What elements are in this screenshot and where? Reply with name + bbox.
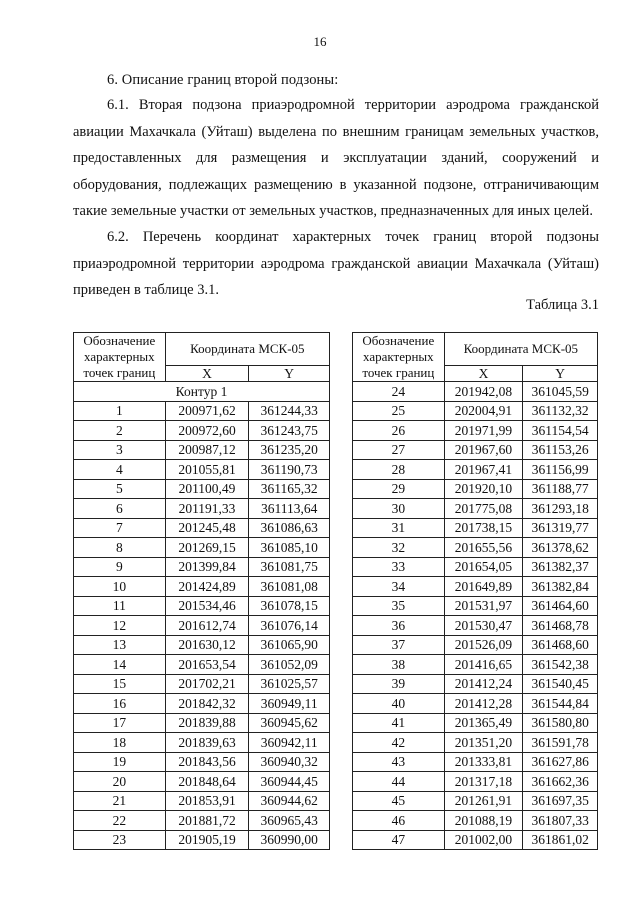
point-number-cell: 34: [353, 577, 445, 597]
table-row: [353, 635, 598, 655]
x-coordinate-cell: 201399,84: [165, 557, 249, 577]
x-coordinate-cell: 201842,32: [165, 694, 249, 714]
point-number-cell: 7: [74, 518, 166, 538]
section-heading: 6. Описание границ второй подзоны:: [107, 72, 339, 88]
table-caption: Таблица 3.1: [526, 297, 599, 313]
point-number-cell: 19: [74, 752, 166, 772]
x-coordinate-cell: 200987,12: [165, 440, 249, 460]
y-coordinate-cell: 360940,32: [249, 752, 330, 772]
point-number-cell: 12: [74, 616, 166, 636]
y-coordinate-cell: 361591,78: [523, 733, 598, 753]
table-row: [74, 538, 330, 558]
x-coordinate-cell: 201612,74: [165, 616, 249, 636]
table-row: [74, 460, 330, 480]
y-coordinate-cell: 361697,35: [523, 791, 598, 811]
y-coordinate-cell: 361086,63: [249, 518, 330, 538]
x-coordinate-cell: 201775,08: [444, 499, 523, 519]
table-row: [353, 772, 598, 792]
point-number-cell: 33: [353, 557, 445, 577]
table-row: [353, 811, 598, 831]
point-number-cell: 45: [353, 791, 445, 811]
x-coordinate-cell: 201630,12: [165, 635, 249, 655]
table-row: [74, 596, 330, 616]
x-coordinate-cell: 201967,41: [444, 460, 523, 480]
x-coordinate-cell: 201839,63: [165, 733, 249, 753]
point-number-cell: 44: [353, 772, 445, 792]
y-coordinate-cell: 361293,18: [523, 499, 598, 519]
y-coordinate-cell: 360942,11: [249, 733, 330, 753]
y-coordinate-cell: 361382,84: [523, 577, 598, 597]
y-coordinate-cell: 361156,99: [523, 460, 598, 480]
x-coordinate-cell: 201920,10: [444, 479, 523, 499]
x-coordinate-cell: 201531,97: [444, 596, 523, 616]
page-number: 16: [313, 34, 327, 49]
y-header: Y: [523, 366, 598, 382]
table-row: [353, 616, 598, 636]
point-number-cell: 47: [353, 830, 445, 850]
point-number-cell: 17: [74, 713, 166, 733]
point-number-cell: 6: [74, 499, 166, 519]
point-number-cell: 26: [353, 421, 445, 441]
contour-label: Контур 1: [74, 382, 330, 402]
x-coordinate-cell: 201191,33: [165, 499, 249, 519]
y-coordinate-cell: 361319,77: [523, 518, 598, 538]
point-number-cell: 16: [74, 694, 166, 714]
table-row: [74, 791, 330, 811]
point-number-cell: 43: [353, 752, 445, 772]
table-row: [74, 616, 330, 636]
y-coordinate-cell: 361188,77: [523, 479, 598, 499]
table-row: [74, 440, 330, 460]
x-coordinate-cell: 201002,00: [444, 830, 523, 850]
paragraph-6-2: 6.2. Перечень координат характерных точек границ второй подзоны приаэродромной территории аэродрома гражданской авиации Махачкала (Уйташ) приведен в таблице 3.1.: [73, 229, 599, 298]
x-coordinate-cell: 201526,09: [444, 635, 523, 655]
point-number-cell: 18: [74, 733, 166, 753]
x-coordinate-cell: 201843,56: [165, 752, 249, 772]
point-number-cell: 10: [74, 577, 166, 597]
coordinates-table-right: [352, 332, 598, 850]
point-number-cell: 27: [353, 440, 445, 460]
y-coordinate-cell: 361382,37: [523, 557, 598, 577]
table-row: [353, 538, 598, 558]
x-coordinate-cell: 201967,60: [444, 440, 523, 460]
y-coordinate-cell: 361190,73: [249, 460, 330, 480]
point-number-cell: 23: [74, 830, 166, 850]
x-coordinate-cell: 201534,46: [165, 596, 249, 616]
table-row: [353, 518, 598, 538]
x-coordinate-cell: 201412,24: [444, 674, 523, 694]
y-coordinate-cell: 360990,00: [249, 830, 330, 850]
x-coordinate-cell: 201261,91: [444, 791, 523, 811]
coordinates-header: Координата МСК-05: [444, 333, 597, 366]
table-row: [353, 382, 598, 402]
point-number-cell: 1: [74, 401, 166, 421]
y-coordinate-cell: 361243,75: [249, 421, 330, 441]
point-number-cell: 40: [353, 694, 445, 714]
point-number-cell: 37: [353, 635, 445, 655]
x-coordinate-cell: 201971,99: [444, 421, 523, 441]
table-row: [353, 557, 598, 577]
y-coordinate-cell: 361807,33: [523, 811, 598, 831]
x-coordinate-cell: 201365,49: [444, 713, 523, 733]
table-row: [353, 577, 598, 597]
y-coordinate-cell: 361085,10: [249, 538, 330, 558]
point-number-cell: 42: [353, 733, 445, 753]
table-row: [353, 694, 598, 714]
point-number-cell: 30: [353, 499, 445, 519]
table-row: [353, 791, 598, 811]
y-coordinate-cell: 361025,57: [249, 674, 330, 694]
table-row: [353, 674, 598, 694]
point-number-cell: 3: [74, 440, 166, 460]
point-number-cell: 39: [353, 674, 445, 694]
y-coordinate-cell: 361153,26: [523, 440, 598, 460]
table-row: [353, 733, 598, 753]
y-coordinate-cell: 361132,32: [523, 401, 598, 421]
point-number-cell: 20: [74, 772, 166, 792]
table-row: [74, 694, 330, 714]
point-number-cell: 14: [74, 655, 166, 675]
x-coordinate-cell: 201100,49: [165, 479, 249, 499]
y-coordinate-cell: 361468,78: [523, 616, 598, 636]
table-row: [353, 655, 598, 675]
point-number-cell: 8: [74, 538, 166, 558]
point-number-cell: 5: [74, 479, 166, 499]
point-number-cell: 29: [353, 479, 445, 499]
table-row: [74, 479, 330, 499]
x-coordinate-cell: 201738,15: [444, 518, 523, 538]
y-coordinate-cell: 360944,45: [249, 772, 330, 792]
x-coordinate-cell: 202004,91: [444, 401, 523, 421]
table-row: [353, 460, 598, 480]
table-row: [353, 499, 598, 519]
point-number-cell: 11: [74, 596, 166, 616]
point-label-header: Обозначение характерных точек границ: [353, 333, 445, 382]
x-coordinate-cell: 201942,08: [444, 382, 523, 402]
point-number-cell: 35: [353, 596, 445, 616]
x-header: X: [444, 366, 523, 382]
y-coordinate-cell: 361154,54: [523, 421, 598, 441]
table-row: [74, 499, 330, 519]
point-number-cell: 24: [353, 382, 445, 402]
y-coordinate-cell: 361544,84: [523, 694, 598, 714]
point-number-cell: 15: [74, 674, 166, 694]
x-coordinate-cell: 201245,48: [165, 518, 249, 538]
table-row: [74, 401, 330, 421]
coordinates-header: Координата МСК-05: [165, 333, 329, 366]
y-coordinate-cell: 361052,09: [249, 655, 330, 675]
table-row: [353, 752, 598, 772]
point-number-cell: 28: [353, 460, 445, 480]
x-coordinate-cell: 201317,18: [444, 772, 523, 792]
table-row: [74, 772, 330, 792]
paragraph-6-1: 6.1. Вторая подзона приаэродромной территории аэродрома гражданской авиации Махачкала (Уйташ) выделена по внешним границам земельных участков, предоставленных для размещения и эксплуатации зданий, сооружений и оборудования, подлежащих размещению в указанной подзоне, отграничивающим такие земельные участки от земельных участков, предназначенных для иных целей.: [73, 97, 599, 219]
point-number-cell: 13: [74, 635, 166, 655]
table-row: [74, 674, 330, 694]
point-number-cell: 2: [74, 421, 166, 441]
y-coordinate-cell: 361081,08: [249, 577, 330, 597]
x-coordinate-cell: 201424,89: [165, 577, 249, 597]
point-number-cell: 4: [74, 460, 166, 480]
x-coordinate-cell: 201853,91: [165, 791, 249, 811]
table-row: [353, 596, 598, 616]
table-row: [353, 421, 598, 441]
point-number-cell: 31: [353, 518, 445, 538]
x-coordinate-cell: 201905,19: [165, 830, 249, 850]
x-coordinate-cell: 201412,28: [444, 694, 523, 714]
y-coordinate-cell: 361045,59: [523, 382, 598, 402]
point-number-cell: 25: [353, 401, 445, 421]
table-row: [74, 635, 330, 655]
point-number-cell: 36: [353, 616, 445, 636]
table-row: [353, 713, 598, 733]
y-coordinate-cell: 360945,62: [249, 713, 330, 733]
x-coordinate-cell: 201848,64: [165, 772, 249, 792]
coordinates-table-left: [73, 332, 330, 850]
table-row: [74, 713, 330, 733]
y-coordinate-cell: 361076,14: [249, 616, 330, 636]
y-coordinate-cell: 361081,75: [249, 557, 330, 577]
table-row: [74, 421, 330, 441]
point-number-cell: 41: [353, 713, 445, 733]
x-coordinate-cell: 201530,47: [444, 616, 523, 636]
y-coordinate-cell: 361861,02: [523, 830, 598, 850]
y-coordinate-cell: 361464,60: [523, 596, 598, 616]
x-coordinate-cell: 201881,72: [165, 811, 249, 831]
table-row: [353, 830, 598, 850]
y-coordinate-cell: 361542,38: [523, 655, 598, 675]
table-row: [74, 733, 330, 753]
y-coordinate-cell: 361078,15: [249, 596, 330, 616]
y-coordinate-cell: 361378,62: [523, 538, 598, 558]
x-coordinate-cell: 201702,21: [165, 674, 249, 694]
x-coordinate-cell: 201351,20: [444, 733, 523, 753]
table-row: [353, 440, 598, 460]
y-coordinate-cell: 360949,11: [249, 694, 330, 714]
table-row: [74, 557, 330, 577]
x-coordinate-cell: 201088,19: [444, 811, 523, 831]
y-coordinate-cell: 361244,33: [249, 401, 330, 421]
y-coordinate-cell: 361627,86: [523, 752, 598, 772]
x-coordinate-cell: 201269,15: [165, 538, 249, 558]
y-coordinate-cell: 361235,20: [249, 440, 330, 460]
point-number-cell: 38: [353, 655, 445, 675]
table-row: [74, 655, 330, 675]
table-row: [74, 811, 330, 831]
x-coordinate-cell: 201654,05: [444, 557, 523, 577]
table-row: [74, 752, 330, 772]
y-coordinate-cell: 361065,90: [249, 635, 330, 655]
y-coordinate-cell: 361165,32: [249, 479, 330, 499]
y-coordinate-cell: 360965,43: [249, 811, 330, 831]
y-coordinate-cell: 361580,80: [523, 713, 598, 733]
x-coordinate-cell: 201649,89: [444, 577, 523, 597]
y-header: Y: [249, 366, 330, 382]
x-coordinate-cell: 201416,65: [444, 655, 523, 675]
x-coordinate-cell: 201839,88: [165, 713, 249, 733]
x-coordinate-cell: 200972,60: [165, 421, 249, 441]
point-number-cell: 22: [74, 811, 166, 831]
x-coordinate-cell: 201655,56: [444, 538, 523, 558]
y-coordinate-cell: 361662,36: [523, 772, 598, 792]
x-coordinate-cell: 201333,81: [444, 752, 523, 772]
y-coordinate-cell: 361113,64: [249, 499, 330, 519]
point-label-header: Обозначение характерных точек границ: [74, 333, 166, 382]
point-number-cell: 46: [353, 811, 445, 831]
point-number-cell: 32: [353, 538, 445, 558]
table-row: [353, 479, 598, 499]
x-coordinate-cell: 201055,81: [165, 460, 249, 480]
x-coordinate-cell: 200971,62: [165, 401, 249, 421]
point-number-cell: 9: [74, 557, 166, 577]
table-row: [353, 401, 598, 421]
x-header: X: [165, 366, 249, 382]
table-row: [74, 518, 330, 538]
table-row: [74, 577, 330, 597]
point-number-cell: 21: [74, 791, 166, 811]
y-coordinate-cell: 361540,45: [523, 674, 598, 694]
table-row: [74, 830, 330, 850]
y-coordinate-cell: 361468,60: [523, 635, 598, 655]
y-coordinate-cell: 360944,62: [249, 791, 330, 811]
x-coordinate-cell: 201653,54: [165, 655, 249, 675]
